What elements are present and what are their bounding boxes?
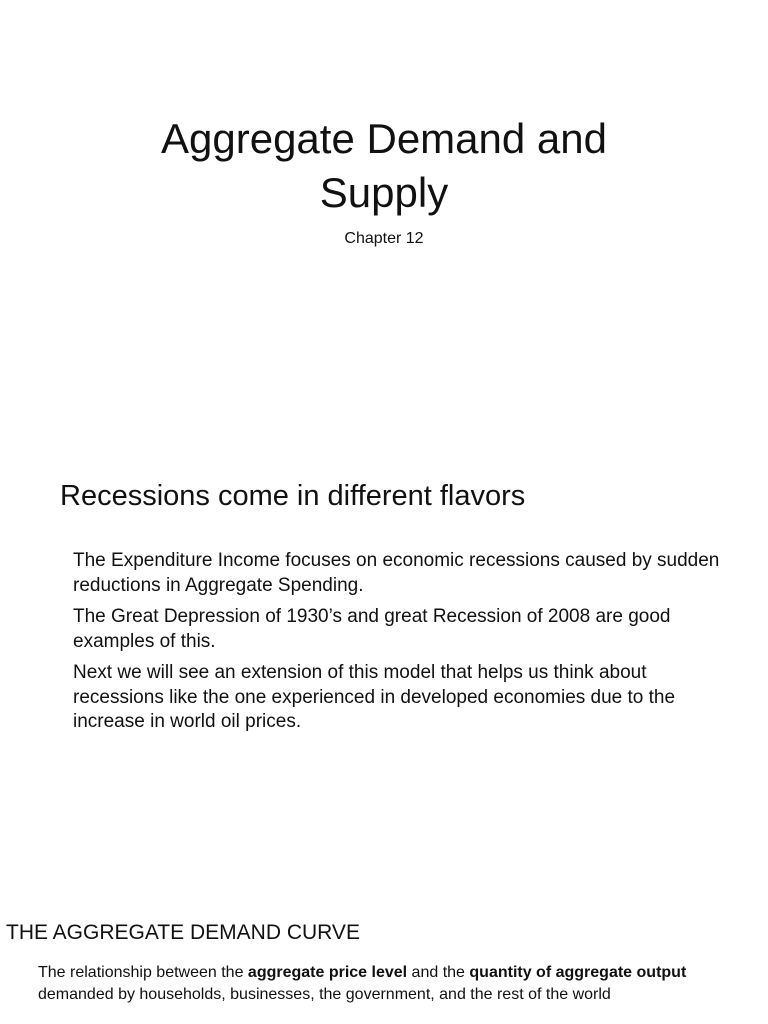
slide-title-line-2: Supply [319,169,449,216]
slide-subtitle: Chapter 12 [344,230,424,247]
aggregate-demand-definition [38,962,728,1006]
recessions-heading: Recessions come in different flavors [60,480,526,512]
slide-title [0,112,768,220]
recessions-paragraph-1: The Expenditure Income focuses on economic recessions caused by sudden reductions in Aggregate Spending. [73,550,720,596]
title-slide [0,0,768,440]
slide-title-line-1: Aggregate Demand and [161,115,607,162]
recessions-paragraph-3: Next we will see an extension of this model that helps us think about recessions like the one experienced in developed economies due to the increase in world oil prices. [73,662,676,732]
recessions-body [73,549,733,742]
aggregate-demand-heading: THE AGGREGATE DEMAND CURVE [6,921,360,944]
definition-bold-price-level: aggregate price level [247,964,408,981]
definition-text-1: The relationship between the [38,964,248,981]
definition-text-2: and the [407,964,470,981]
definition-bold-quantity: quantity of aggregate output [469,964,687,981]
aggregate-demand-slide [0,880,768,1024]
recessions-paragraph-2: The Great Depression of 1930’s and great Recession of 2008 are good examples of this. [73,606,671,652]
recessions-slide [0,440,768,880]
definition-text-3: demanded by households, businesses, the government, and the rest of the world [38,986,611,1003]
